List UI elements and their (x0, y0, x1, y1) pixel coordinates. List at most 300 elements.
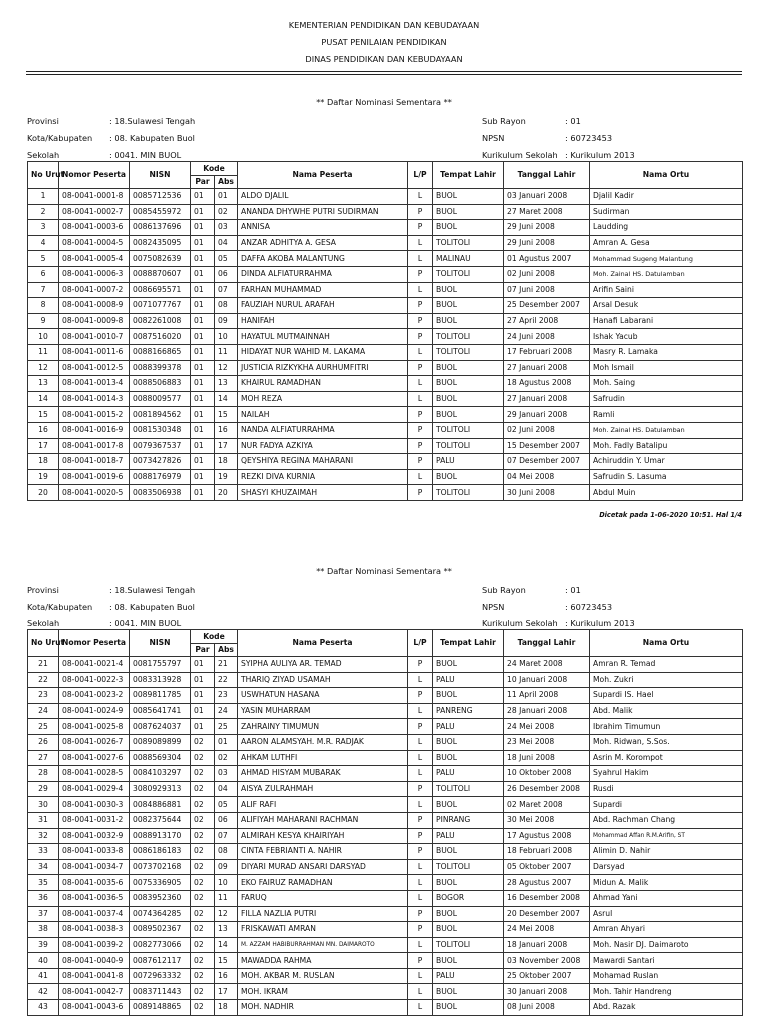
cell-tempat-lahir: PALU (433, 719, 504, 735)
cell-nomor-peserta: 08-0041-0035-6 (59, 875, 130, 891)
cell-no-urut: 12 (28, 360, 59, 376)
cell-nama-peserta: ALIF RAFI (238, 797, 408, 813)
cell-tempat-lahir: BOGOR (433, 890, 504, 906)
cell-nisn: 0083506938 (130, 485, 191, 501)
cell-lp: P (408, 204, 433, 220)
cell-nisn: 0082375644 (130, 812, 191, 828)
cell-lp: L (408, 189, 433, 205)
cell-lp: P (408, 454, 433, 470)
cell-tempat-lahir: PALU (433, 454, 504, 470)
cell-abs: 20 (215, 485, 238, 501)
cell-nisn: 0086137696 (130, 220, 191, 236)
table-row (28, 220, 743, 236)
cell-nomor-peserta: 08-0041-0028-5 (59, 766, 130, 782)
cell-abs: 15 (215, 953, 238, 969)
cell-nisn: 0083952360 (130, 890, 191, 906)
cell-tempat-lahir: BUOL (433, 750, 504, 766)
cell-tanggal-lahir: 03 November 2008 (504, 953, 590, 969)
cell-nomor-peserta: 08-0041-0030-3 (59, 797, 130, 813)
cell-nama-ortu: Mohamad Ruslan (590, 968, 743, 984)
cell-nisn: 0073427826 (130, 454, 191, 470)
cell-lp: L (408, 672, 433, 688)
cell-tanggal-lahir: 05 Oktober 2007 (504, 859, 590, 875)
cell-nama-peserta: ZAHRAINY TIMUMUN (238, 719, 408, 735)
cell-par: 01 (191, 313, 215, 329)
cell-abs: 13 (215, 922, 238, 938)
table-row (28, 734, 743, 750)
cell-nomor-peserta: 08-0041-0010-7 (59, 329, 130, 345)
cell-nama-ortu: Achiruddin Y. Umar (590, 454, 743, 470)
cell-nomor-peserta: 08-0041-0001-8 (59, 189, 130, 205)
cell-nama-ortu: Moh. Tahir Handreng (590, 984, 743, 1000)
cell-par: 02 (191, 953, 215, 969)
cell-tanggal-lahir: 30 Mei 2008 (504, 812, 590, 828)
cell-tanggal-lahir: 24 Mei 2008 (504, 719, 590, 735)
table-row (28, 454, 743, 470)
cell-nomor-peserta: 08-0041-0036-5 (59, 890, 130, 906)
cell-nama-ortu: Ahmad Yani (590, 890, 743, 906)
cell-nama-ortu: Moh. Ridwan, S.Sos. (590, 734, 743, 750)
cell-lp: L (408, 766, 433, 782)
cell-tempat-lahir: BUOL (433, 189, 504, 205)
col-lp: L/P (408, 162, 433, 189)
cell-lp: P (408, 313, 433, 329)
cell-no-urut: 34 (28, 859, 59, 875)
cell-nama-ortu: Hanafi Labarani (590, 313, 743, 329)
cell-abs: 14 (215, 937, 238, 953)
cell-tempat-lahir: TOLITOLI (433, 344, 504, 360)
cell-nisn: 0088913170 (130, 828, 191, 844)
table-row (28, 812, 743, 828)
cell-no-urut: 29 (28, 781, 59, 797)
subrayon-label-2: Sub Rayon (482, 585, 526, 595)
cell-nisn: 0088569304 (130, 750, 191, 766)
table-row (28, 750, 743, 766)
cell-tempat-lahir: PALU (433, 828, 504, 844)
cell-nisn: 3080929313 (130, 781, 191, 797)
cell-par: 01 (191, 422, 215, 438)
cell-tanggal-lahir: 15 Desember 2007 (504, 438, 590, 454)
cell-nama-peserta: ALMIRAH KESYA KHAIRIYAH (238, 828, 408, 844)
cell-nomor-peserta: 08-0041-0039-2 (59, 937, 130, 953)
cell-nama-ortu: Moh. Zukri (590, 672, 743, 688)
nominasi-table-page-2 (27, 629, 743, 1016)
col-nomor-peserta: Nomor Peserta (59, 630, 130, 657)
cell-nama-peserta: NUR FADYA AZKIYA (238, 438, 408, 454)
cell-nama-peserta: ALDO DJALIL (238, 189, 408, 205)
cell-no-urut: 21 (28, 657, 59, 673)
cell-nama-peserta: AHKAM LUTHFI (238, 750, 408, 766)
cell-nomor-peserta: 08-0041-0034-7 (59, 859, 130, 875)
cell-lp: L (408, 376, 433, 392)
cell-nama-peserta: FILLA NAZLIA PUTRI (238, 906, 408, 922)
table-row (28, 469, 743, 485)
cell-nama-ortu: Safrudin S. Lasuma (590, 469, 743, 485)
cell-tempat-lahir: TOLITOLI (433, 266, 504, 282)
cell-nomor-peserta: 08-0041-0017-8 (59, 438, 130, 454)
cell-lp: P (408, 485, 433, 501)
cell-lp: P (408, 657, 433, 673)
cell-no-urut: 39 (28, 937, 59, 953)
cell-abs: 02 (215, 204, 238, 220)
cell-tempat-lahir: BUOL (433, 688, 504, 704)
cell-tanggal-lahir: 24 Mei 2008 (504, 922, 590, 938)
cell-no-urut: 25 (28, 719, 59, 735)
table-body-page-2 (28, 657, 743, 1016)
cell-nama-ortu: Moh Ismail (590, 360, 743, 376)
provinsi-value: : 18.Sulawesi Tengah (109, 116, 196, 126)
col-kode: Kode (191, 162, 238, 176)
cell-abs: 03 (215, 766, 238, 782)
col-lp: L/P (408, 630, 433, 657)
cell-nama-ortu: Supardi IS. Hael (590, 688, 743, 704)
cell-nisn: 0089811785 (130, 688, 191, 704)
cell-tanggal-lahir: 07 Juni 2008 (504, 282, 590, 298)
cell-tanggal-lahir: 18 Februari 2008 (504, 844, 590, 860)
col-nama-ortu: Nama Ortu (590, 630, 743, 657)
cell-par: 01 (191, 407, 215, 423)
cell-par: 01 (191, 360, 215, 376)
cell-tanggal-lahir: 29 Januari 2008 (504, 407, 590, 423)
cell-nomor-peserta: 08-0041-0024-9 (59, 703, 130, 719)
cell-tempat-lahir: BUOL (433, 734, 504, 750)
cell-nisn: 0083313928 (130, 672, 191, 688)
cell-no-urut: 19 (28, 469, 59, 485)
cell-no-urut: 5 (28, 251, 59, 267)
cell-lp: L (408, 968, 433, 984)
sekolah-label-2: Sekolah (27, 618, 60, 628)
cell-nama-ortu: Asrul (590, 906, 743, 922)
table-row (28, 438, 743, 454)
kurikulum-value-2: : Kurikulum 2013 (565, 618, 635, 628)
table-row (28, 797, 743, 813)
col-nisn: NISN (130, 162, 191, 189)
cell-tanggal-lahir: 30 Juni 2008 (504, 485, 590, 501)
cell-nama-ortu: Laudding (590, 220, 743, 236)
cell-nomor-peserta: 08-0041-0037-4 (59, 906, 130, 922)
cell-par: 02 (191, 1000, 215, 1016)
cell-nama-ortu: Mawardi Santari (590, 953, 743, 969)
cell-abs: 10 (215, 329, 238, 345)
cell-no-urut: 6 (28, 266, 59, 282)
cell-nisn: 0088009577 (130, 391, 191, 407)
cell-nama-ortu: Ishak Yacub (590, 329, 743, 345)
cell-par: 02 (191, 797, 215, 813)
kota-label-2: Kota/Kabupaten (27, 602, 93, 612)
cell-abs: 07 (215, 282, 238, 298)
cell-tanggal-lahir: 28 Agustus 2007 (504, 875, 590, 891)
cell-no-urut: 36 (28, 890, 59, 906)
cell-nisn: 0071077767 (130, 298, 191, 314)
cell-abs: 12 (215, 906, 238, 922)
cell-nomor-peserta: 08-0041-0012-5 (59, 360, 130, 376)
cell-tempat-lahir: TOLITOLI (433, 485, 504, 501)
cell-nama-ortu: Supardi (590, 797, 743, 813)
cell-par: 02 (191, 859, 215, 875)
cell-lp: P (408, 422, 433, 438)
cell-nama-peserta: NAILAH (238, 407, 408, 423)
cell-abs: 18 (215, 1000, 238, 1016)
cell-no-urut: 17 (28, 438, 59, 454)
cell-tanggal-lahir: 28 Januari 2008 (504, 703, 590, 719)
cell-abs: 06 (215, 812, 238, 828)
cell-nisn: 0082261008 (130, 313, 191, 329)
cell-nomor-peserta: 08-0041-0019-6 (59, 469, 130, 485)
cell-nama-peserta: USWHATUN HASANA (238, 688, 408, 704)
cell-tanggal-lahir: 02 Juni 2008 (504, 266, 590, 282)
cell-tempat-lahir: BUOL (433, 313, 504, 329)
table-row (28, 376, 743, 392)
cell-tanggal-lahir: 16 Desember 2008 (504, 890, 590, 906)
cell-par: 01 (191, 719, 215, 735)
cell-tanggal-lahir: 25 Desember 2007 (504, 298, 590, 314)
cell-no-urut: 42 (28, 984, 59, 1000)
cell-tanggal-lahir: 23 Mei 2008 (504, 734, 590, 750)
cell-nomor-peserta: 08-0041-0007-2 (59, 282, 130, 298)
cell-nomor-peserta: 08-0041-0038-3 (59, 922, 130, 938)
cell-tanggal-lahir: 18 Juni 2008 (504, 750, 590, 766)
cell-nomor-peserta: 08-0041-0006-3 (59, 266, 130, 282)
cell-par: 02 (191, 828, 215, 844)
cell-lp: P (408, 266, 433, 282)
cell-nama-ortu: Arsal Desuk (590, 298, 743, 314)
cell-tempat-lahir: BUOL (433, 922, 504, 938)
cell-nisn: 0073702168 (130, 859, 191, 875)
cell-nomor-peserta: 08-0041-0027-6 (59, 750, 130, 766)
cell-abs: 05 (215, 251, 238, 267)
cell-tanggal-lahir: 27 April 2008 (504, 313, 590, 329)
cell-tanggal-lahir: 27 Maret 2008 (504, 204, 590, 220)
office-title: DINAS PENDIDIKAN DAN KEBUDAYAAN (305, 54, 463, 64)
cell-lp: L (408, 703, 433, 719)
cell-nama-peserta: AISYA ZULRAHMAH (238, 781, 408, 797)
cell-lp: L (408, 937, 433, 953)
cell-tempat-lahir: PALU (433, 766, 504, 782)
table-row (28, 859, 743, 875)
cell-tanggal-lahir: 02 Juni 2008 (504, 422, 590, 438)
cell-nama-peserta: SYIPHA AULIYA AR. TEMAD (238, 657, 408, 673)
cell-lp: P (408, 220, 433, 236)
kota-value: : 08. Kabupaten Buol (109, 133, 195, 143)
cell-nisn: 0079367537 (130, 438, 191, 454)
cell-lp: L (408, 890, 433, 906)
cell-nomor-peserta: 08-0041-0009-8 (59, 313, 130, 329)
col-no-urut: No Urut (28, 630, 59, 657)
col-no-urut: No Urut (28, 162, 59, 189)
cell-nomor-peserta: 08-0041-0013-4 (59, 376, 130, 392)
cell-nama-ortu: Amran Ahyari (590, 922, 743, 938)
kota-value-2: : 08. Kabupaten Buol (109, 602, 195, 612)
table-body-page-1 (28, 189, 743, 501)
table-row (28, 672, 743, 688)
cell-no-urut: 43 (28, 1000, 59, 1016)
cell-tempat-lahir: BUOL (433, 844, 504, 860)
cell-no-urut: 3 (28, 220, 59, 236)
cell-nomor-peserta: 08-0041-0032-9 (59, 828, 130, 844)
cell-nama-peserta: HAYATUL MUTMAINNAH (238, 329, 408, 345)
cell-nama-ortu: Abd. Rachman Chang (590, 812, 743, 828)
table-row (28, 906, 743, 922)
cell-tempat-lahir: BUOL (433, 376, 504, 392)
center-title: PUSAT PENILAIAN PENDIDIKAN (321, 37, 447, 47)
cell-nomor-peserta: 08-0041-0026-7 (59, 734, 130, 750)
npsn-label: NPSN (482, 133, 505, 143)
cell-nisn: 0075336905 (130, 875, 191, 891)
cell-par: 02 (191, 766, 215, 782)
cell-tanggal-lahir: 11 April 2008 (504, 688, 590, 704)
cell-tempat-lahir: PANRENG (433, 703, 504, 719)
cell-nama-peserta: FARUQ (238, 890, 408, 906)
cell-par: 01 (191, 329, 215, 345)
cell-nisn: 0081530348 (130, 422, 191, 438)
cell-nama-peserta: AARON ALAMSYAH. M.R. RADJAK (238, 734, 408, 750)
cell-abs: 08 (215, 298, 238, 314)
table-row (28, 204, 743, 220)
cell-par: 01 (191, 235, 215, 251)
cell-nisn: 0087516020 (130, 329, 191, 345)
cell-abs: 08 (215, 844, 238, 860)
cell-abs: 06 (215, 266, 238, 282)
cell-nomor-peserta: 08-0041-0023-2 (59, 688, 130, 704)
cell-no-urut: 28 (28, 766, 59, 782)
provinsi-value-2: : 18.Sulawesi Tengah (109, 585, 196, 595)
cell-tanggal-lahir: 01 Agustus 2007 (504, 251, 590, 267)
kurikulum-value: : Kurikulum 2013 (565, 150, 635, 160)
cell-lp: L (408, 734, 433, 750)
cell-no-urut: 2 (28, 204, 59, 220)
cell-nomor-peserta: 08-0041-0016-9 (59, 422, 130, 438)
cell-no-urut: 32 (28, 828, 59, 844)
cell-nisn: 0085455972 (130, 204, 191, 220)
npsn-label-2: NPSN (482, 602, 505, 612)
cell-nama-ortu: Midun A. Malik (590, 875, 743, 891)
cell-nisn: 0088506883 (130, 376, 191, 392)
print-footer: Dicetak pada 1-06-2020 10:51. Hal 1/4 (599, 511, 742, 519)
cell-tanggal-lahir: 25 Oktober 2007 (504, 968, 590, 984)
cell-tempat-lahir: TOLITOLI (433, 859, 504, 875)
cell-lp: P (408, 781, 433, 797)
cell-lp: P (408, 438, 433, 454)
cell-nama-peserta: EKO FAIRUZ RAMADHAN (238, 875, 408, 891)
cell-tempat-lahir: BUOL (433, 204, 504, 220)
cell-nomor-peserta: 08-0041-0020-5 (59, 485, 130, 501)
cell-nama-peserta: REZKI DIVA KURNIA (238, 469, 408, 485)
cell-par: 02 (191, 844, 215, 860)
cell-nisn: 0085641741 (130, 703, 191, 719)
table-row (28, 298, 743, 314)
cell-tempat-lahir: TOLITOLI (433, 235, 504, 251)
cell-tanggal-lahir: 24 Juni 2008 (504, 329, 590, 345)
cell-nama-peserta: NANDA ALFIATURRAHMA (238, 422, 408, 438)
cell-no-urut: 4 (28, 235, 59, 251)
table-row (28, 313, 743, 329)
col-nisn: NISN (130, 630, 191, 657)
cell-par: 01 (191, 469, 215, 485)
cell-nisn: 0088176979 (130, 469, 191, 485)
npsn-value-2: : 60723453 (565, 602, 613, 612)
cell-abs: 22 (215, 672, 238, 688)
cell-tempat-lahir: BUOL (433, 797, 504, 813)
cell-tempat-lahir: BUOL (433, 391, 504, 407)
table-row (28, 688, 743, 704)
cell-lp: P (408, 407, 433, 423)
table-row (28, 766, 743, 782)
cell-nama-peserta: QEYSHIYA REGINA MAHARANI (238, 454, 408, 470)
cell-nisn: 0087624037 (130, 719, 191, 735)
cell-lp: L (408, 875, 433, 891)
cell-abs: 18 (215, 454, 238, 470)
cell-nomor-peserta: 08-0041-0005-4 (59, 251, 130, 267)
cell-nomor-peserta: 08-0041-0003-6 (59, 220, 130, 236)
table-row (28, 282, 743, 298)
col-abs: Abs (215, 176, 238, 189)
ministry-title: KEMENTERIAN PENDIDIKAN DAN KEBUDAYAAN (288, 20, 480, 30)
cell-tempat-lahir: BUOL (433, 298, 504, 314)
cell-par: 01 (191, 204, 215, 220)
cell-par: 01 (191, 298, 215, 314)
header-rule-top (26, 71, 742, 72)
cell-lp: L (408, 282, 433, 298)
cell-par: 01 (191, 391, 215, 407)
cell-nama-ortu: Arifin Saini (590, 282, 743, 298)
table-row (28, 657, 743, 673)
cell-no-urut: 30 (28, 797, 59, 813)
table-row (28, 329, 743, 345)
cell-nama-peserta: MOH REZA (238, 391, 408, 407)
cell-nama-ortu: Ibrahim Timumun (590, 719, 743, 735)
cell-nisn: 0089148865 (130, 1000, 191, 1016)
cell-par: 02 (191, 734, 215, 750)
cell-nama-peserta: HIDAYAT NUR WAHID M. LAKAMA (238, 344, 408, 360)
cell-nama-ortu: Moh. Zainal HS. Datulamban (590, 266, 743, 282)
cell-tanggal-lahir: 26 Desember 2008 (504, 781, 590, 797)
cell-nama-ortu: Rusdi (590, 781, 743, 797)
cell-nama-ortu: Safrudin (590, 391, 743, 407)
cell-abs: 24 (215, 703, 238, 719)
cell-abs: 03 (215, 220, 238, 236)
header-rule-bottom (26, 74, 742, 75)
cell-tanggal-lahir: 10 Oktober 2008 (504, 766, 590, 782)
table-row (28, 922, 743, 938)
cell-lp: P (408, 844, 433, 860)
cell-nisn: 0082435095 (130, 235, 191, 251)
cell-abs: 09 (215, 859, 238, 875)
cell-tempat-lahir: TOLITOLI (433, 781, 504, 797)
cell-lp: P (408, 298, 433, 314)
cell-lp: L (408, 859, 433, 875)
cell-nomor-peserta: 08-0041-0041-8 (59, 968, 130, 984)
cell-lp: P (408, 953, 433, 969)
cell-tempat-lahir: TOLITOLI (433, 438, 504, 454)
table-row (28, 984, 743, 1000)
cell-nomor-peserta: 08-0041-0031-2 (59, 812, 130, 828)
cell-no-urut: 22 (28, 672, 59, 688)
cell-abs: 01 (215, 734, 238, 750)
cell-nisn: 0081755797 (130, 657, 191, 673)
table-row (28, 719, 743, 735)
subrayon-value: : 01 (565, 116, 581, 126)
cell-nomor-peserta: 08-0041-0004-5 (59, 235, 130, 251)
cell-nama-peserta: FAUZIAH NURUL ARAFAH (238, 298, 408, 314)
provinsi-label-2: Provinsi (27, 585, 59, 595)
cell-nama-ortu: Ramli (590, 407, 743, 423)
cell-no-urut: 38 (28, 922, 59, 938)
cell-tempat-lahir: BUOL (433, 220, 504, 236)
cell-nama-peserta: FARHAN MUHAMMAD (238, 282, 408, 298)
cell-nomor-peserta: 08-0041-0033-8 (59, 844, 130, 860)
cell-abs: 17 (215, 984, 238, 1000)
cell-tempat-lahir: PINRANG (433, 812, 504, 828)
